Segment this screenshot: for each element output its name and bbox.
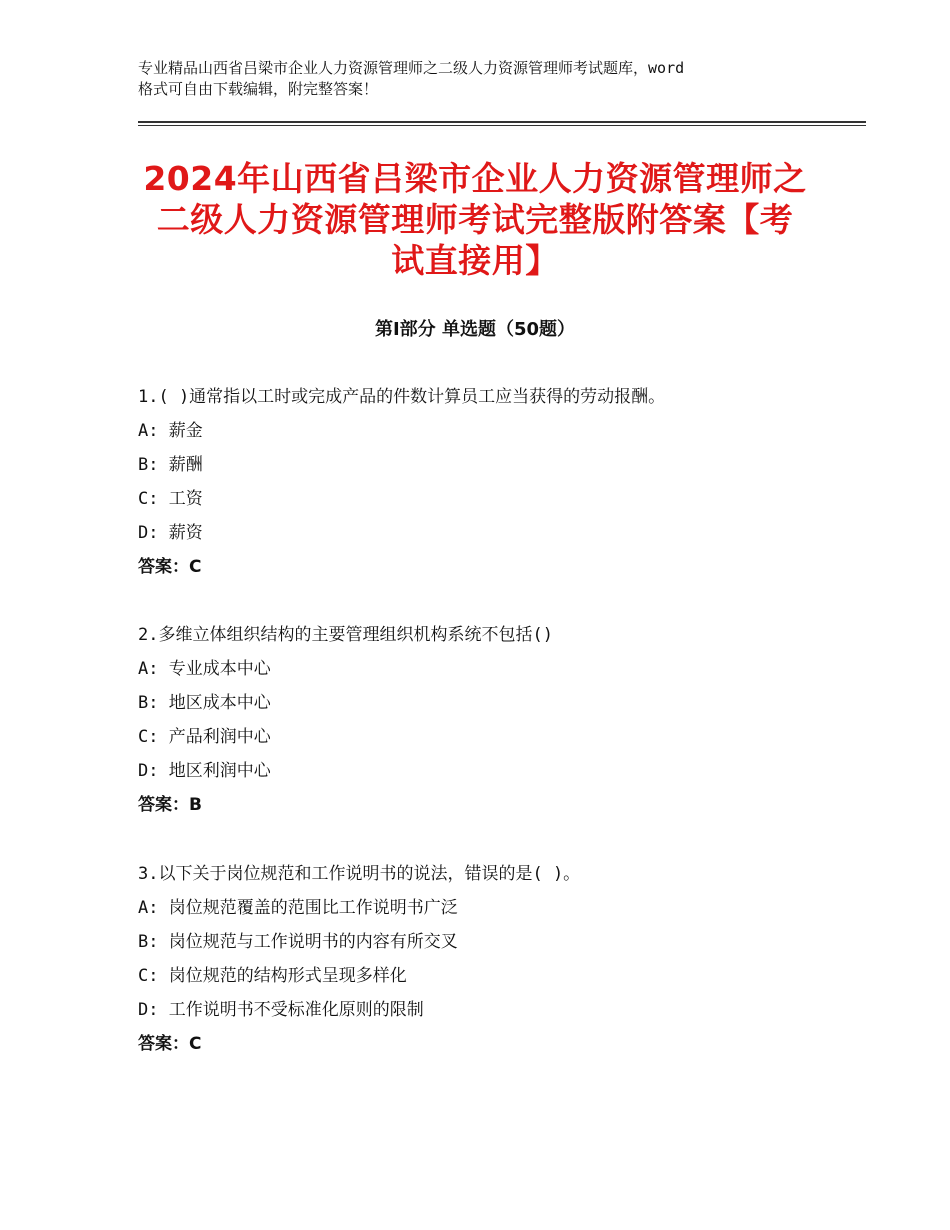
option-d: D: 地区利润中心 — [138, 761, 271, 781]
answer-line: 答案：B — [138, 795, 202, 815]
option-a: A: 薪金 — [138, 421, 203, 441]
header-note-line: 格式可自由下载编辑，附完整答案！ — [138, 80, 379, 98]
option-c: C: 产品利润中心 — [138, 727, 271, 747]
option-b: B: 地区成本中心 — [138, 693, 271, 713]
option-c: C: 工资 — [138, 489, 203, 509]
option-a: A: 岗位规范覆盖的范围比工作说明书广泛 — [138, 898, 458, 918]
option-d: D: 工作说明书不受标准化原则的限制 — [138, 1000, 424, 1020]
header-note-line: 专业精品山西省吕梁市企业人力资源管理师之二级人力资源管理师考试题库，word — [138, 59, 685, 77]
question-stem: 2.多维立体组织结构的主要管理组织机构系统不包括() — [138, 625, 553, 645]
section-heading: 第Ⅰ部分 单选题（50题） — [374, 319, 575, 340]
title-line: 试直接用】 — [391, 241, 559, 280]
question-stem: 3.以下关于岗位规范和工作说明书的说法，错误的是( )。 — [138, 864, 581, 884]
header-divider-thin — [138, 125, 866, 126]
title-line: 二级人力资源管理师考试完整版附答案【考 — [156, 200, 794, 239]
title-line: 2024年山西省吕梁市企业人力资源管理师之 — [143, 159, 807, 198]
option-a: A: 专业成本中心 — [138, 659, 271, 679]
question-block — [138, 618, 838, 822]
header-note — [138, 58, 828, 100]
option-c: C: 岗位规范的结构形式呈现多样化 — [138, 966, 407, 986]
document-title — [138, 158, 812, 281]
question-block — [138, 380, 838, 584]
answer-line: 答案：C — [138, 1034, 202, 1054]
question-block — [138, 857, 838, 1061]
option-b: B: 薪酬 — [138, 455, 203, 475]
header-divider — [138, 121, 866, 123]
question-stem: 1.( )通常指以工时或完成产品的件数计算员工应当获得的劳动报酬。 — [138, 387, 666, 407]
answer-line: 答案：C — [138, 557, 202, 577]
option-d: D: 薪资 — [138, 523, 203, 543]
option-b: B: 岗位规范与工作说明书的内容有所交叉 — [138, 932, 458, 952]
